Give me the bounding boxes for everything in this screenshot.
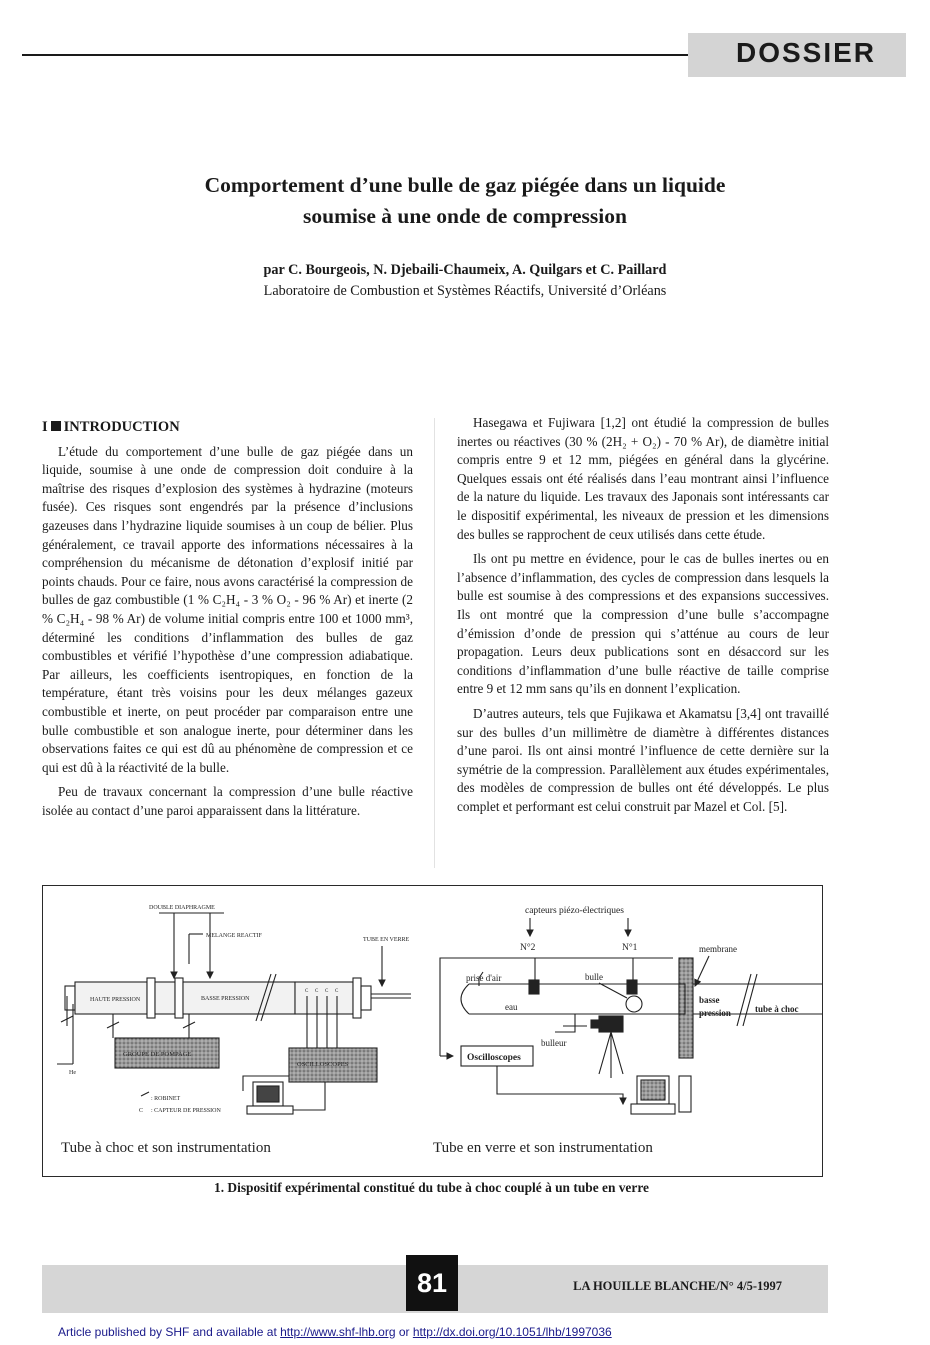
legend-c: C <box>139 1108 144 1114</box>
label-basse-pression: BASSE PRESSION <box>201 996 250 1002</box>
label-n2: N°2 <box>520 943 536 953</box>
doi-link[interactable]: http://dx.doi.org/10.1051/lhb/1997036 <box>412 1325 612 1339</box>
column-separator <box>434 418 435 868</box>
shock-tube-diagram <box>57 905 411 1114</box>
svg-text:C: C <box>325 989 329 994</box>
figure-frame <box>42 885 823 1177</box>
shf-link[interactable]: http://www.shf-lhb.org <box>280 1325 396 1339</box>
label-tube-en-verre: TUBE EN VERRE <box>363 937 410 943</box>
label-n1: N°1 <box>622 943 638 953</box>
square-bullet-icon <box>51 421 61 431</box>
authors: par C. Bourgeois, N. Djebaili-Chaumeix, A. Quilgars et C. Paillard <box>263 262 667 278</box>
label-oscilloscopes-left: OSCILLOSCOPES <box>297 1061 349 1068</box>
experimental-setup-diagram <box>43 886 822 1176</box>
author-block <box>80 260 850 302</box>
svg-text:C: C <box>315 989 319 994</box>
page-number: 81 <box>406 1255 458 1311</box>
figure-caption: 1. Dispositif expérimental constitué du tube à choc couplé à un tube en verre <box>214 1180 649 1195</box>
label-bulleur: bulleur <box>541 1038 567 1048</box>
journal-reference: LA HOUILLE BLANCHE/N° 4/5-1997 <box>573 1279 782 1293</box>
label-groupe-de-pompage: GROUPE DE POMPAGE <box>123 1051 192 1058</box>
title-line-1: Comportement d’une bulle de gaz piégée dans un liquide <box>204 173 726 197</box>
label-membrane: membrane <box>699 944 737 954</box>
paragraph: Hasegawa et Fujiwara [1,2] ont étudié la compression de bulles inertes ou réactives (30 % (2H₂ + O₂) - 70 % Ar), de diamètre initial compris entre 9 et 12 mm, piégées en général dans la glycérine. Quelques essais ont été réalisés dans l’eau montrant ainsi l’influence de la nature du liquide. Les travaux des Japonais sont intéressants car le dispositif expérimental, les niveaux de pression et les dimensions des bulles se rapprochent de ceux utilisés dans cette étude. <box>457 415 829 542</box>
published-mid: or <box>395 1325 413 1339</box>
subcaption-left: Tube à choc et son instrumentation <box>61 1140 271 1156</box>
label-tube-a-choc: tube à choc <box>755 1004 799 1014</box>
left-column <box>42 418 413 820</box>
label-oscilloscopes-right: Oscilloscopes <box>467 1053 521 1063</box>
label-double-diaphragme: DOUBLE DIAPHRAGME <box>149 905 215 911</box>
paragraph: D’autres auteurs, tels que Fujikawa et Akamatsu [3,4] ont travaillé sur des bulles d’un millimètre de diamètre à différentes distances d’une paroi. Ils ont ainsi montré l’influence de cette dernière sur la symétrie de la compression. Parallèlement aux études expérimentales, des modèles de compression de bulles ont été développés. Le plus complet et performant est celui construit par Mazel et Col. [5]. <box>457 705 829 814</box>
label-bulle: bulle <box>585 972 603 982</box>
section-label: DOSSIER <box>688 33 906 77</box>
svg-text:C: C <box>335 989 339 994</box>
section-title: INTRODUCTION <box>63 419 180 435</box>
glass-tube-diagram <box>440 906 822 1114</box>
legend-robinet: : ROBINET <box>151 1096 181 1102</box>
article-title <box>80 170 850 232</box>
label-melange-reactif: MELANGE REACTIF <box>206 933 262 939</box>
section-heading <box>42 418 413 437</box>
label-basse-2: pression <box>699 1008 731 1018</box>
svg-text:C: C <box>305 989 309 994</box>
legend-capteur: : CAPTEUR DE PRESSION <box>151 1108 221 1114</box>
published-prefix: Article published by SHF and available at <box>58 1325 281 1339</box>
title-line-2: soumise à une onde de compression <box>303 204 627 228</box>
paragraph: Peu de travaux concernant la compression d’une bulle réactive isolée au contact d’une paroi apparaissent dans la littérature. <box>42 784 413 818</box>
paragraph: L’étude du comportement d’une bulle de gaz piégée dans un liquide, soumise à une onde de compression doit conduire à la maîtrise des risques d’explosion des systèmes à hydrazine (moteurs fusée). Ces risques sont engendrés par la présence d’inclusions gazeuses dans l’hydrazine liquide soumises à un coup de bélier. Plus généralement, ce travail apporte des informations nécessaires à la compréhension du mécanisme de détonation d’explosif initié par points chauds. Pour ce faire, nous avons caractérisé la compression de bulles de gaz combustible (1 % C₂H₄ - 3 % O₂ - 96 % Ar) et inerte (2 % C₂H₄ - 98 % Ar) de volume initial compris entre 100 et 1000 mm³, déterminé les conditions d’inflammation des bulles de gaz combustibles et vérifié l’hypothèse d’une compression adiabatique. Par ailleurs, les coefficients isentropiques, en fonction de la température, étant très voisins pour les deux mélanges gazeux combustible et inerte, on peut procéder par comparaison entre une bulle combustible et son analogue inerte, pour déterminer dans les observations faites ce qui est dû au phénomène de compression et ce qui est dû à la réactivité de la bulle. <box>42 443 413 775</box>
label-he: He <box>69 1070 76 1076</box>
label-haute-pression: HAUTE PRESSION <box>90 997 141 1003</box>
label-prise-d-air: prise d'air <box>466 973 502 983</box>
label-basse-1: basse <box>699 995 720 1005</box>
section-number: I <box>42 419 48 435</box>
label-eau: eau <box>505 1002 518 1012</box>
subcaption-right: Tube en verre et son instrumentation <box>433 1140 653 1156</box>
publication-note <box>58 1325 612 1339</box>
paragraph: Ils ont pu mettre en évidence, pour le cas de bulles inertes ou en l’absence d’inflammation, des cycles de compression dans lesquels la bulle est soumise à des compressions et des expansions successives. Ils ont montré que la compression d’une bulle s’accompagne d’émission d’onde de pression qui s’atténue au cours de leur propagation. Leurs deux publications sont en désaccord sur les conditions d’inflammation d’une bulle réactive de taille comprise entre 9 et 12 mm sans qu’ils en donnent l’explication. <box>457 551 829 697</box>
header-rule <box>22 54 692 56</box>
affiliation: Laboratoire de Combustion et Systèmes Réactifs, Université d’Orléans <box>263 283 667 299</box>
label-capteurs: capteurs piézo-électriques <box>525 906 624 916</box>
right-column <box>457 414 829 816</box>
